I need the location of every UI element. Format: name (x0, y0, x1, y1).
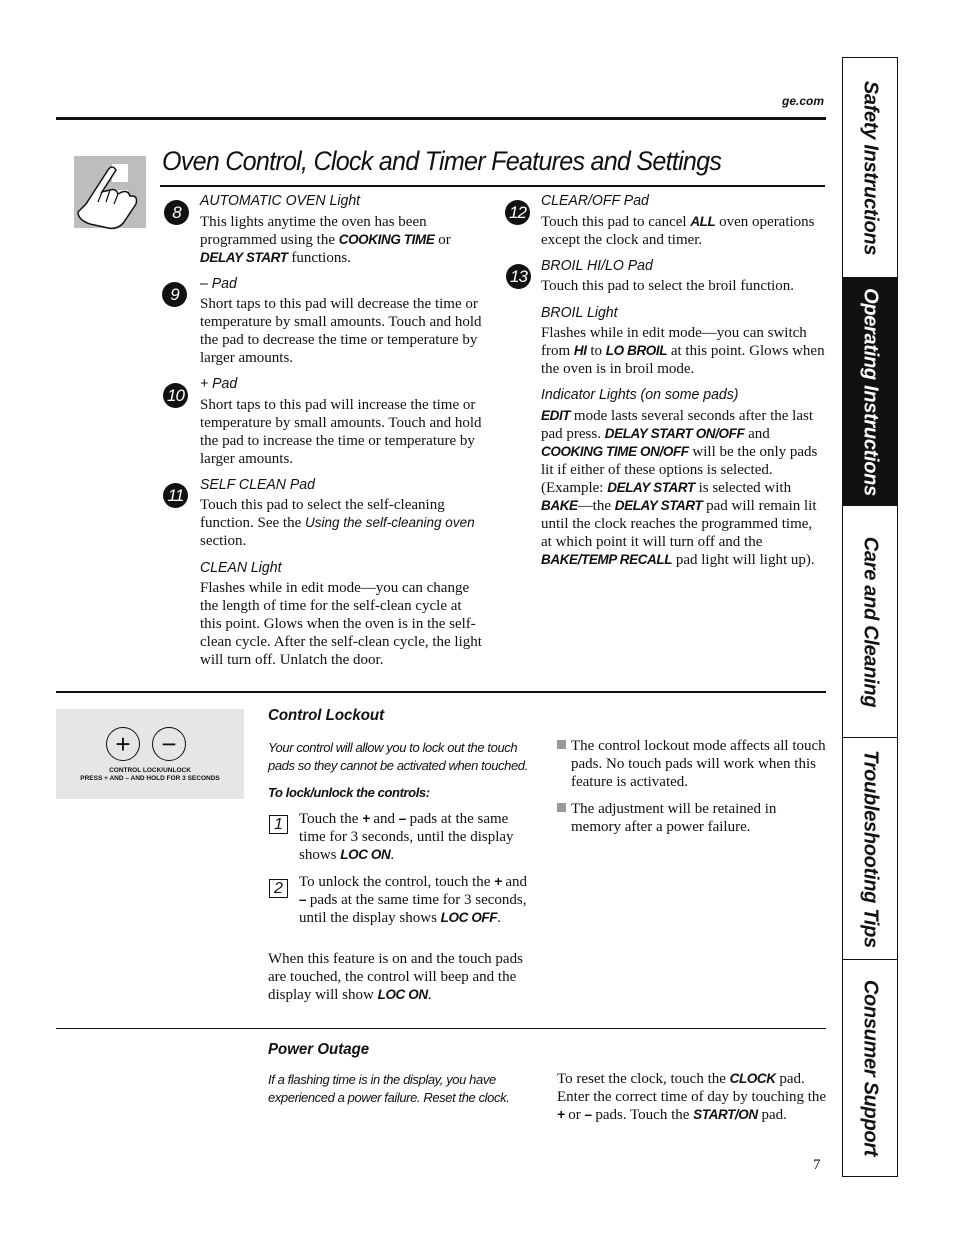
feature-text: Touch this pad to select the self-cleaning function. See the Using the self-cleaning oven section. (200, 497, 475, 549)
feature-heading: Indicator Lights (on some pads) (541, 386, 739, 403)
section-intro: Your control will allow you to lock out the touch pads so they cannot be activated when touched. (268, 740, 528, 773)
section-intro: If a flashing time is in the display, you have experienced a power failure. Reset the clock. (268, 1072, 510, 1105)
square-bullet-icon (557, 803, 566, 812)
feature-number-badge: 8 (164, 200, 189, 225)
feature-text: Touch this pad to cancel ALL oven operations except the clock and timer. (541, 214, 815, 248)
feature-heading: AUTOMATIC OVEN Light (200, 192, 361, 209)
feature-number-badge: 13 (506, 264, 531, 289)
tab-operating-instructions[interactable]: Operating Instructions (843, 278, 897, 506)
panel-caption: PRESS + AND – AND HOLD FOR 3 SECONDS (80, 775, 220, 782)
feature-number-badge: 12 (505, 200, 530, 225)
site-url: ge.com (781, 94, 824, 108)
page-title: Oven Control, Clock and Timer Features and Settings (162, 146, 722, 176)
bullet-item: The control lockout mode affects all touch pads. No touch pads will work when this feature is activated. (557, 737, 826, 791)
bullet-item: The adjustment will be retained in memory after a power failure. (557, 800, 826, 836)
section-rule (56, 1028, 826, 1029)
feature-text: Flashes while in edit mode—you can change the length of time for the self-clean cycle at this point. Glows when the oven is in the self-clean cycle. After the self-clean cycle, the light will turn off. Unlatch the door. (200, 580, 482, 668)
feature-heading: CLEAN Light (200, 559, 282, 576)
title-rule (160, 185, 825, 187)
feature-number-badge: 10 (163, 383, 188, 408)
control-lock-panel (56, 709, 244, 799)
feature-text: Flashes while in edit mode—you can switch from HI to LO BROIL at this point. Glows when the oven is in broil mode. (541, 325, 825, 377)
feature-heading: BROIL HI/LO Pad (541, 257, 653, 274)
panel-caption: CONTROL LOCK/UNLOCK (109, 767, 191, 774)
step-number: 1 (269, 815, 288, 834)
header-rule (56, 117, 826, 120)
page-number: 7 (813, 1157, 821, 1173)
feature-heading: BROIL Light (541, 304, 618, 321)
feature-number-badge: 9 (162, 282, 187, 307)
feature-number-badge: 11 (163, 483, 188, 508)
step-text: Touch the + and – pads at the same time for 3 seconds, until the display shows LOC ON. (299, 811, 514, 863)
tab-consumer-support[interactable]: Consumer Support (859, 979, 882, 1157)
plus-pad-icon: + (106, 727, 140, 761)
feature-heading: SELF CLEAN Pad (200, 476, 315, 493)
feature-heading: + Pad (200, 375, 238, 392)
minus-pad-icon: − (152, 727, 186, 761)
section-rule (56, 691, 826, 693)
feature-text: This lights anytime the oven has been programmed using the COOKING TIME or DELAY START functions. (200, 214, 451, 266)
feature-heading: – Pad (200, 275, 237, 292)
feature-text: Touch this pad to select the broil function. (541, 278, 795, 294)
feature-text: Short taps to this pad will increase the time or temperature by small amounts. Touch and hold the pad to increase the time or temperature by larger amounts. (200, 397, 482, 467)
step-number: 2 (269, 879, 288, 898)
feature-heading: CLEAR/OFF Pad (541, 192, 649, 209)
square-bullet-icon (557, 740, 566, 749)
feature-text: EDIT mode lasts several seconds after the last pad press. DELAY START ON/OFF and COOKING TIME ON/OFF will be the only pads lit if either of these options is selected. (Example: DELAY START is selected with BAKE—the DELAY START pad will remain lit until the clock reaches the programmed time, at which point it will turn off and the BAKE/TEMP RECALL pad light will light up). (541, 408, 818, 568)
section-text: To reset the clock, touch the CLOCK pad. Enter the correct time of day by touching the + or – pads. Touch the START/ON pad. (557, 1071, 827, 1123)
feature-text: Short taps to this pad will decrease the time or temperature by small amounts. Touch and hold the pad to decrease the time or temperature by larger amounts. (200, 296, 482, 366)
section-text: When this feature is on and the touch pads are touched, the control will beep and the display will show LOC ON. (268, 951, 523, 1003)
tab-care-and-cleaning[interactable]: Care and Cleaning (843, 506, 897, 738)
tab-troubleshooting-tips[interactable]: Troubleshooting Tips (843, 738, 897, 960)
section-sidebar (842, 57, 898, 1177)
section-heading: Control Lockout (268, 707, 385, 724)
tab-safety-instructions[interactable]: Safety Instructions (843, 58, 897, 278)
section-subheading: To lock/unlock the controls: (268, 785, 430, 800)
section-heading: Power Outage (268, 1041, 370, 1058)
step-text: To unlock the control, touch the + and – pads at the same time for 3 seconds, until the display shows LOC OFF. (299, 874, 528, 926)
hand-pointer-icon (72, 152, 148, 232)
